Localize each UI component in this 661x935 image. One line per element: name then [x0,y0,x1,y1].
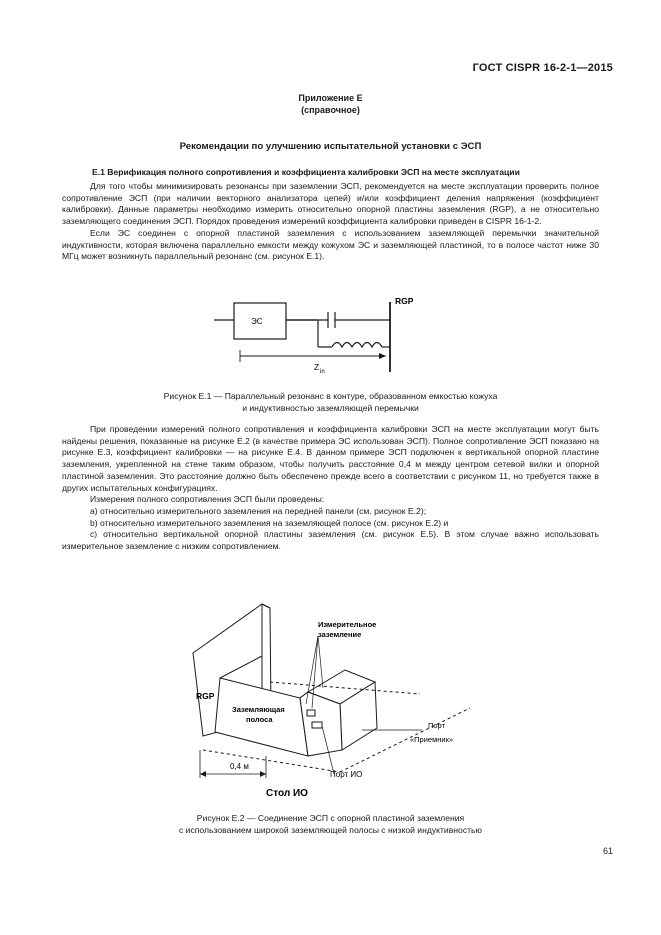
port-receiver-label-1: Порт [428,721,446,730]
es-label: ЭС [251,317,263,326]
text-block-top [62,181,599,263]
list-item: a) относительно измерительного заземления на передней панели (см. рисунок Е.2); [90,505,427,516]
strip-label-1: Заземляющая [232,705,285,714]
figure-e1-caption-line1: Рисунок Е.1 — Параллельный резонанс в контуре, образованном емкостью кожуха [163,391,498,401]
z-label: Z [314,362,320,372]
meas-ground-label-1: Измерительное [318,620,377,629]
section-title: Рекомендации по улучшению испытательной установки с ЭСП [179,141,482,152]
port-receiver-label-2: «Приемник» [410,735,454,744]
figure-e1-circuit [0,290,661,380]
figure-e2-caption-line1: Рисунок Е.2 — Соединение ЭСП с опорной пластиной заземления [196,813,465,823]
meas-ground-label-2: заземление [318,630,362,639]
figure-e2-caption-line2: с использованием широкой заземляющей полосы с низкой индуктивностью [179,825,482,835]
subsection-title: Е.1 Верификация полного сопротивления и коэффициента калибровки ЭСП на месте эксплуатации [92,167,520,177]
appendix-title: Приложение Е [298,93,363,103]
figure-e1-caption-line2: и индуктивностью заземляющей перемычки [242,403,419,413]
paragraph: Измерения полного сопротивления ЭСП были проведены: [90,494,325,505]
inductor-coil [332,343,382,348]
arrow-head [379,353,386,359]
text-block-mid [62,424,599,553]
rgp-label: RGP [196,691,215,701]
appendix-subtitle: (справочное) [301,105,360,115]
table-label: Стол ИО [266,788,308,799]
strip-label-2: полоса [246,715,273,724]
rgp-label: RGP [395,296,414,306]
list-item: c) относительно вертикальной опорной пластины заземления (см. рисунок Е.5). В этом случае важно использовать измерительное заземление с низким сопротивлением. [62,529,599,552]
list-item: b) относительно измерительного заземления на заземляющей полосе (см. рисунок Е.2) и [90,517,449,528]
z-subscript: in [320,369,325,375]
distance-label: 0,4 м [230,762,249,771]
paragraph: Для того чтобы минимизировать резонансы при заземлении ЭСП, рекомендуется на месте эксплуатации проверить полное сопротивление ЭСП (при наличии векторного анализатора цепей) и/или коэффициент деления напряжения (коэффициент калибровки). Данные параметры необходимо измерить относительно опорной пластины заземления (RGP), а не относительно заземляющего соединения ЭСП. Порядок проведения измерений коэффициента калибровки приведен в CISPR 16-1-2. [62,181,599,227]
paragraph: При проведении измерений полного сопротивления и коэффициента калибровки ЭСП на месте эксплуатации могут быть найдены решения, показанные на рисунке Е.2 (в качестве примера ЭС использован ЭСП). Полное сопротивление ЭСП показано на рисунке Е.3, коэффициент калибровки — на рисунке Е.4. В данном примере ЭСП подключен к вертикальной опорной пластине заземления, укрепленной на стене таким образом, чтобы получить расстояние 0,4 м между центром сетевой вилки и опорной пластиной заземления. Это расстояние должно быть обеспечено прежде всего в соответствии с рисунком 11, но требуется также в других испытательных конфигурациях. [62,424,599,493]
port-io-label: Порт ИО [330,770,363,779]
standard-header: ГОСТ CISPR 16-2-1—2015 [472,62,613,74]
paragraph: Если ЭС соединен с опорной пластиной заземления с использованием заземляющей перемычки значительной индуктивности, которая включена параллельно емкости между кожухом ЭС и заземляющей пластиной, то в полосе частот ниже 30 МГц может возникнуть параллельный резонанс (см. рисунок Е.1). [62,227,599,262]
figure-e2-setup [0,600,661,805]
page-number: 61 [602,846,613,856]
